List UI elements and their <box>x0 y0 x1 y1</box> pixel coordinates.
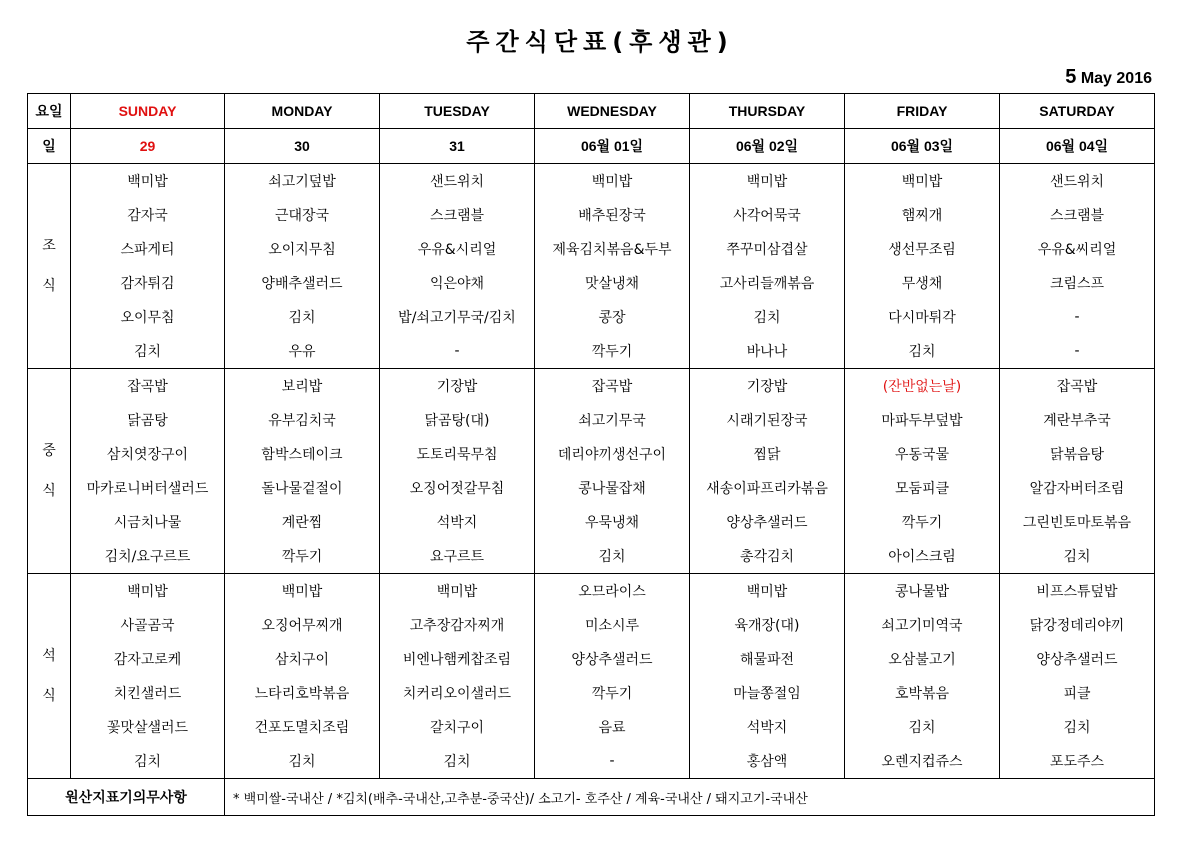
menu-row <box>28 437 1155 471</box>
menu-cell: 그린빈토마토볶음 <box>1000 505 1155 539</box>
menu-cell: 백미밥 <box>535 164 690 199</box>
menu-cell: 우유&씨리얼 <box>1000 232 1155 266</box>
menu-cell: 콩장 <box>535 300 690 334</box>
page-title: 주간식단표(후생관) <box>466 28 734 56</box>
menu-cell: 잡곡밥 <box>1000 369 1155 404</box>
menu-cell: 깍두기 <box>225 539 380 574</box>
menu-cell: 아이스크림 <box>845 539 1000 574</box>
menu-cell: 마늘쫑절임 <box>690 676 845 710</box>
menu-row <box>28 334 1155 369</box>
menu-row <box>28 608 1155 642</box>
menu-cell: 함박스테이크 <box>225 437 380 471</box>
menu-cell: 기장밥 <box>380 369 535 404</box>
menu-cell: 계란찜 <box>225 505 380 539</box>
menu-cell: 김치 <box>535 539 690 574</box>
menu-cell: 김치 <box>845 334 1000 369</box>
menu-cell: 백미밥 <box>71 574 225 609</box>
menu-cell: 느타리호박볶음 <box>225 676 380 710</box>
menu-cell: 제육김치볶음&두부 <box>535 232 690 266</box>
menu-cell: 삼치구이 <box>225 642 380 676</box>
menu-cell: 닭곰탕(대) <box>380 403 535 437</box>
menu-cell: 크림스프 <box>1000 266 1155 300</box>
menu-cell: 백미밥 <box>845 164 1000 199</box>
menu-cell: 샌드위치 <box>380 164 535 199</box>
menu-cell: 김치 <box>1000 710 1155 744</box>
menu-cell: 갈치구이 <box>380 710 535 744</box>
menu-cell: 시래기된장국 <box>690 403 845 437</box>
menu-cell: 모둠피클 <box>845 471 1000 505</box>
date-day: 5 <box>1065 66 1077 88</box>
menu-cell: 김치 <box>71 744 225 779</box>
meal-label <box>28 369 71 574</box>
date-5: 06월 03일 <box>845 129 1000 164</box>
menu-cell: 배추된장국 <box>535 198 690 232</box>
date-row <box>28 129 1155 164</box>
menu-cell: 양상추샐러드 <box>1000 642 1155 676</box>
menu-cell: - <box>535 744 690 779</box>
menu-row <box>28 471 1155 505</box>
weekday-row <box>28 94 1155 129</box>
menu-cell: 음료 <box>535 710 690 744</box>
menu-cell: 콩나물밥 <box>845 574 1000 609</box>
date-4: 06월 02일 <box>690 129 845 164</box>
date-2: 31 <box>380 129 535 164</box>
menu-row <box>28 505 1155 539</box>
menu-cell: 김치 <box>1000 539 1155 574</box>
menu-cell: 깍두기 <box>535 676 690 710</box>
menu-cell: 스크램블 <box>1000 198 1155 232</box>
menu-cell: 쇠고기미역국 <box>845 608 1000 642</box>
menu-cell: - <box>1000 300 1155 334</box>
menu-cell: 우유&시리얼 <box>380 232 535 266</box>
menu-cell: 오이무침 <box>71 300 225 334</box>
menu-cell: 밥/쇠고기무국/김치 <box>380 300 535 334</box>
meal-label-char: 조 <box>42 238 56 254</box>
menu-cell: 스크램블 <box>380 198 535 232</box>
menu-cell: 요구르트 <box>380 539 535 574</box>
menu-cell: 쇠고기무국 <box>535 403 690 437</box>
menu-cell: 샌드위치 <box>1000 164 1155 199</box>
weekly-menu-table <box>27 93 1155 816</box>
menu-cell: 스파게티 <box>71 232 225 266</box>
menu-cell: 깍두기 <box>535 334 690 369</box>
menu-row <box>28 369 1155 404</box>
menu-cell: 김치/요구르트 <box>71 539 225 574</box>
menu-cell: 김치 <box>845 710 1000 744</box>
menu-cell: (잔반없는날) <box>845 369 1000 404</box>
meal-label-char: 식 <box>42 483 56 499</box>
menu-cell: 찜닭 <box>690 437 845 471</box>
menu-cell: 양배추샐러드 <box>225 266 380 300</box>
menu-cell: 백미밥 <box>225 574 380 609</box>
menu-cell: 해물파전 <box>690 642 845 676</box>
date-header-label: 일 <box>28 129 71 164</box>
menu-cell: 근대장국 <box>225 198 380 232</box>
menu-cell: 보리밥 <box>225 369 380 404</box>
menu-row <box>28 198 1155 232</box>
menu-cell: 오이지무침 <box>225 232 380 266</box>
meal-label-char: 식 <box>42 688 56 704</box>
menu-cell: 비엔나햄케찹조림 <box>380 642 535 676</box>
menu-cell: 우동국물 <box>845 437 1000 471</box>
menu-cell: - <box>1000 334 1155 369</box>
menu-cell: 호박볶음 <box>845 676 1000 710</box>
menu-cell: 우묵냉채 <box>535 505 690 539</box>
menu-cell: 감자고로케 <box>71 642 225 676</box>
menu-cell: 삼치엿장구이 <box>71 437 225 471</box>
meal-label-char: 중 <box>42 443 56 459</box>
origin-note-row <box>28 779 1155 816</box>
menu-cell: 오징어무찌개 <box>225 608 380 642</box>
menu-cell: 오징어젓갈무침 <box>380 471 535 505</box>
menu-cell: 알감자버터조림 <box>1000 471 1155 505</box>
menu-cell: 감자튀김 <box>71 266 225 300</box>
menu-cell: 마파두부덮밥 <box>845 403 1000 437</box>
menu-cell: 감자국 <box>71 198 225 232</box>
menu-cell: 마카로니버터샐러드 <box>71 471 225 505</box>
menu-cell: 오렌지컵쥬스 <box>845 744 1000 779</box>
menu-cell: 김치 <box>225 300 380 334</box>
menu-cell: 홍삼액 <box>690 744 845 779</box>
origin-note-text: * 백미쌀-국내산 / *김치(배추-국내산,고추분-중국산)/ 소고기- 호주산 / 계육-국내산 / 돼지고기-국내산 <box>225 779 1155 816</box>
menu-cell: 육개장(대) <box>690 608 845 642</box>
origin-note-label: 원산지표기의무사항 <box>28 779 225 816</box>
menu-row <box>28 266 1155 300</box>
menu-cell: 도토리묵무침 <box>380 437 535 471</box>
menu-cell: 다시마튀각 <box>845 300 1000 334</box>
menu-cell: 백미밥 <box>71 164 225 199</box>
menu-cell: 치킨샐러드 <box>71 676 225 710</box>
weekday-6: SATURDAY <box>1000 94 1155 129</box>
menu-row <box>28 403 1155 437</box>
menu-cell: 닭볶음탕 <box>1000 437 1155 471</box>
date-month-year: May 2016 <box>1080 70 1152 87</box>
menu-row <box>28 164 1155 199</box>
menu-cell: 건포도멸치조림 <box>225 710 380 744</box>
menu-row <box>28 300 1155 334</box>
menu-cell: 쭈꾸미삼겹살 <box>690 232 845 266</box>
menu-cell: 시금치나물 <box>71 505 225 539</box>
meal-label-char: 석 <box>42 648 56 664</box>
menu-cell: 김치 <box>225 744 380 779</box>
weekday-1: MONDAY <box>225 94 380 129</box>
menu-date <box>1065 66 1152 89</box>
menu-row <box>28 642 1155 676</box>
menu-cell: 데리야끼생선구이 <box>535 437 690 471</box>
menu-cell: 피클 <box>1000 676 1155 710</box>
date-0: 29 <box>71 129 225 164</box>
weekday-0: SUNDAY <box>71 94 225 129</box>
menu-cell: 미소시루 <box>535 608 690 642</box>
menu-cell: 고추장감자찌개 <box>380 608 535 642</box>
menu-cell: 익은야채 <box>380 266 535 300</box>
weekday-2: TUESDAY <box>380 94 535 129</box>
menu-cell: 오삼불고기 <box>845 642 1000 676</box>
menu-cell: 맛살냉채 <box>535 266 690 300</box>
menu-cell: 닭강정데리야끼 <box>1000 608 1155 642</box>
menu-cell: 비프스튜덮밥 <box>1000 574 1155 609</box>
weekday-5: FRIDAY <box>845 94 1000 129</box>
menu-cell: 돌나물겉절이 <box>225 471 380 505</box>
menu-cell: 생선무조림 <box>845 232 1000 266</box>
menu-cell: 닭곰탕 <box>71 403 225 437</box>
meal-label <box>28 574 71 779</box>
menu-cell: 사각어묵국 <box>690 198 845 232</box>
menu-row <box>28 676 1155 710</box>
menu-cell: 석박지 <box>690 710 845 744</box>
menu-cell: 양상추샐러드 <box>535 642 690 676</box>
menu-cell: 치커리오이샐러드 <box>380 676 535 710</box>
menu-cell: 사골곰국 <box>71 608 225 642</box>
menu-cell: 백미밥 <box>690 164 845 199</box>
menu-cell: 꽃맛살샐러드 <box>71 710 225 744</box>
menu-cell: 기장밥 <box>690 369 845 404</box>
menu-cell: 총각김치 <box>690 539 845 574</box>
menu-cell: 쇠고기덮밥 <box>225 164 380 199</box>
menu-cell: 김치 <box>71 334 225 369</box>
menu-cell: 햄찌개 <box>845 198 1000 232</box>
menu-cell: 바나나 <box>690 334 845 369</box>
menu-cell: 무생채 <box>845 266 1000 300</box>
menu-cell: 양상추샐러드 <box>690 505 845 539</box>
menu-cell: 새송이파프리카볶음 <box>690 471 845 505</box>
meal-label-char: 식 <box>42 278 56 294</box>
menu-cell: 깍두기 <box>845 505 1000 539</box>
menu-cell: 김치 <box>690 300 845 334</box>
menu-cell: 계란부추국 <box>1000 403 1155 437</box>
menu-cell: 포도주스 <box>1000 744 1155 779</box>
menu-cell: 우유 <box>225 334 380 369</box>
menu-cell: 백미밥 <box>380 574 535 609</box>
menu-row <box>28 710 1155 744</box>
menu-cell: 잡곡밥 <box>535 369 690 404</box>
meal-label <box>28 164 71 369</box>
menu-cell: - <box>380 334 535 369</box>
weekday-3: WEDNESDAY <box>535 94 690 129</box>
weekday-4: THURSDAY <box>690 94 845 129</box>
weekday-header-label: 요일 <box>28 94 71 129</box>
menu-row <box>28 539 1155 574</box>
menu-cell: 잡곡밥 <box>71 369 225 404</box>
menu-cell: 유부김치국 <box>225 403 380 437</box>
date-3: 06월 01일 <box>535 129 690 164</box>
menu-cell: 김치 <box>380 744 535 779</box>
menu-row <box>28 232 1155 266</box>
menu-cell: 고사리들깨볶음 <box>690 266 845 300</box>
date-1: 30 <box>225 129 380 164</box>
date-6: 06월 04일 <box>1000 129 1155 164</box>
menu-cell: 콩나물잡채 <box>535 471 690 505</box>
menu-row <box>28 744 1155 779</box>
menu-cell: 석박지 <box>380 505 535 539</box>
menu-row <box>28 574 1155 609</box>
menu-cell: 오므라이스 <box>535 574 690 609</box>
menu-cell: 백미밥 <box>690 574 845 609</box>
